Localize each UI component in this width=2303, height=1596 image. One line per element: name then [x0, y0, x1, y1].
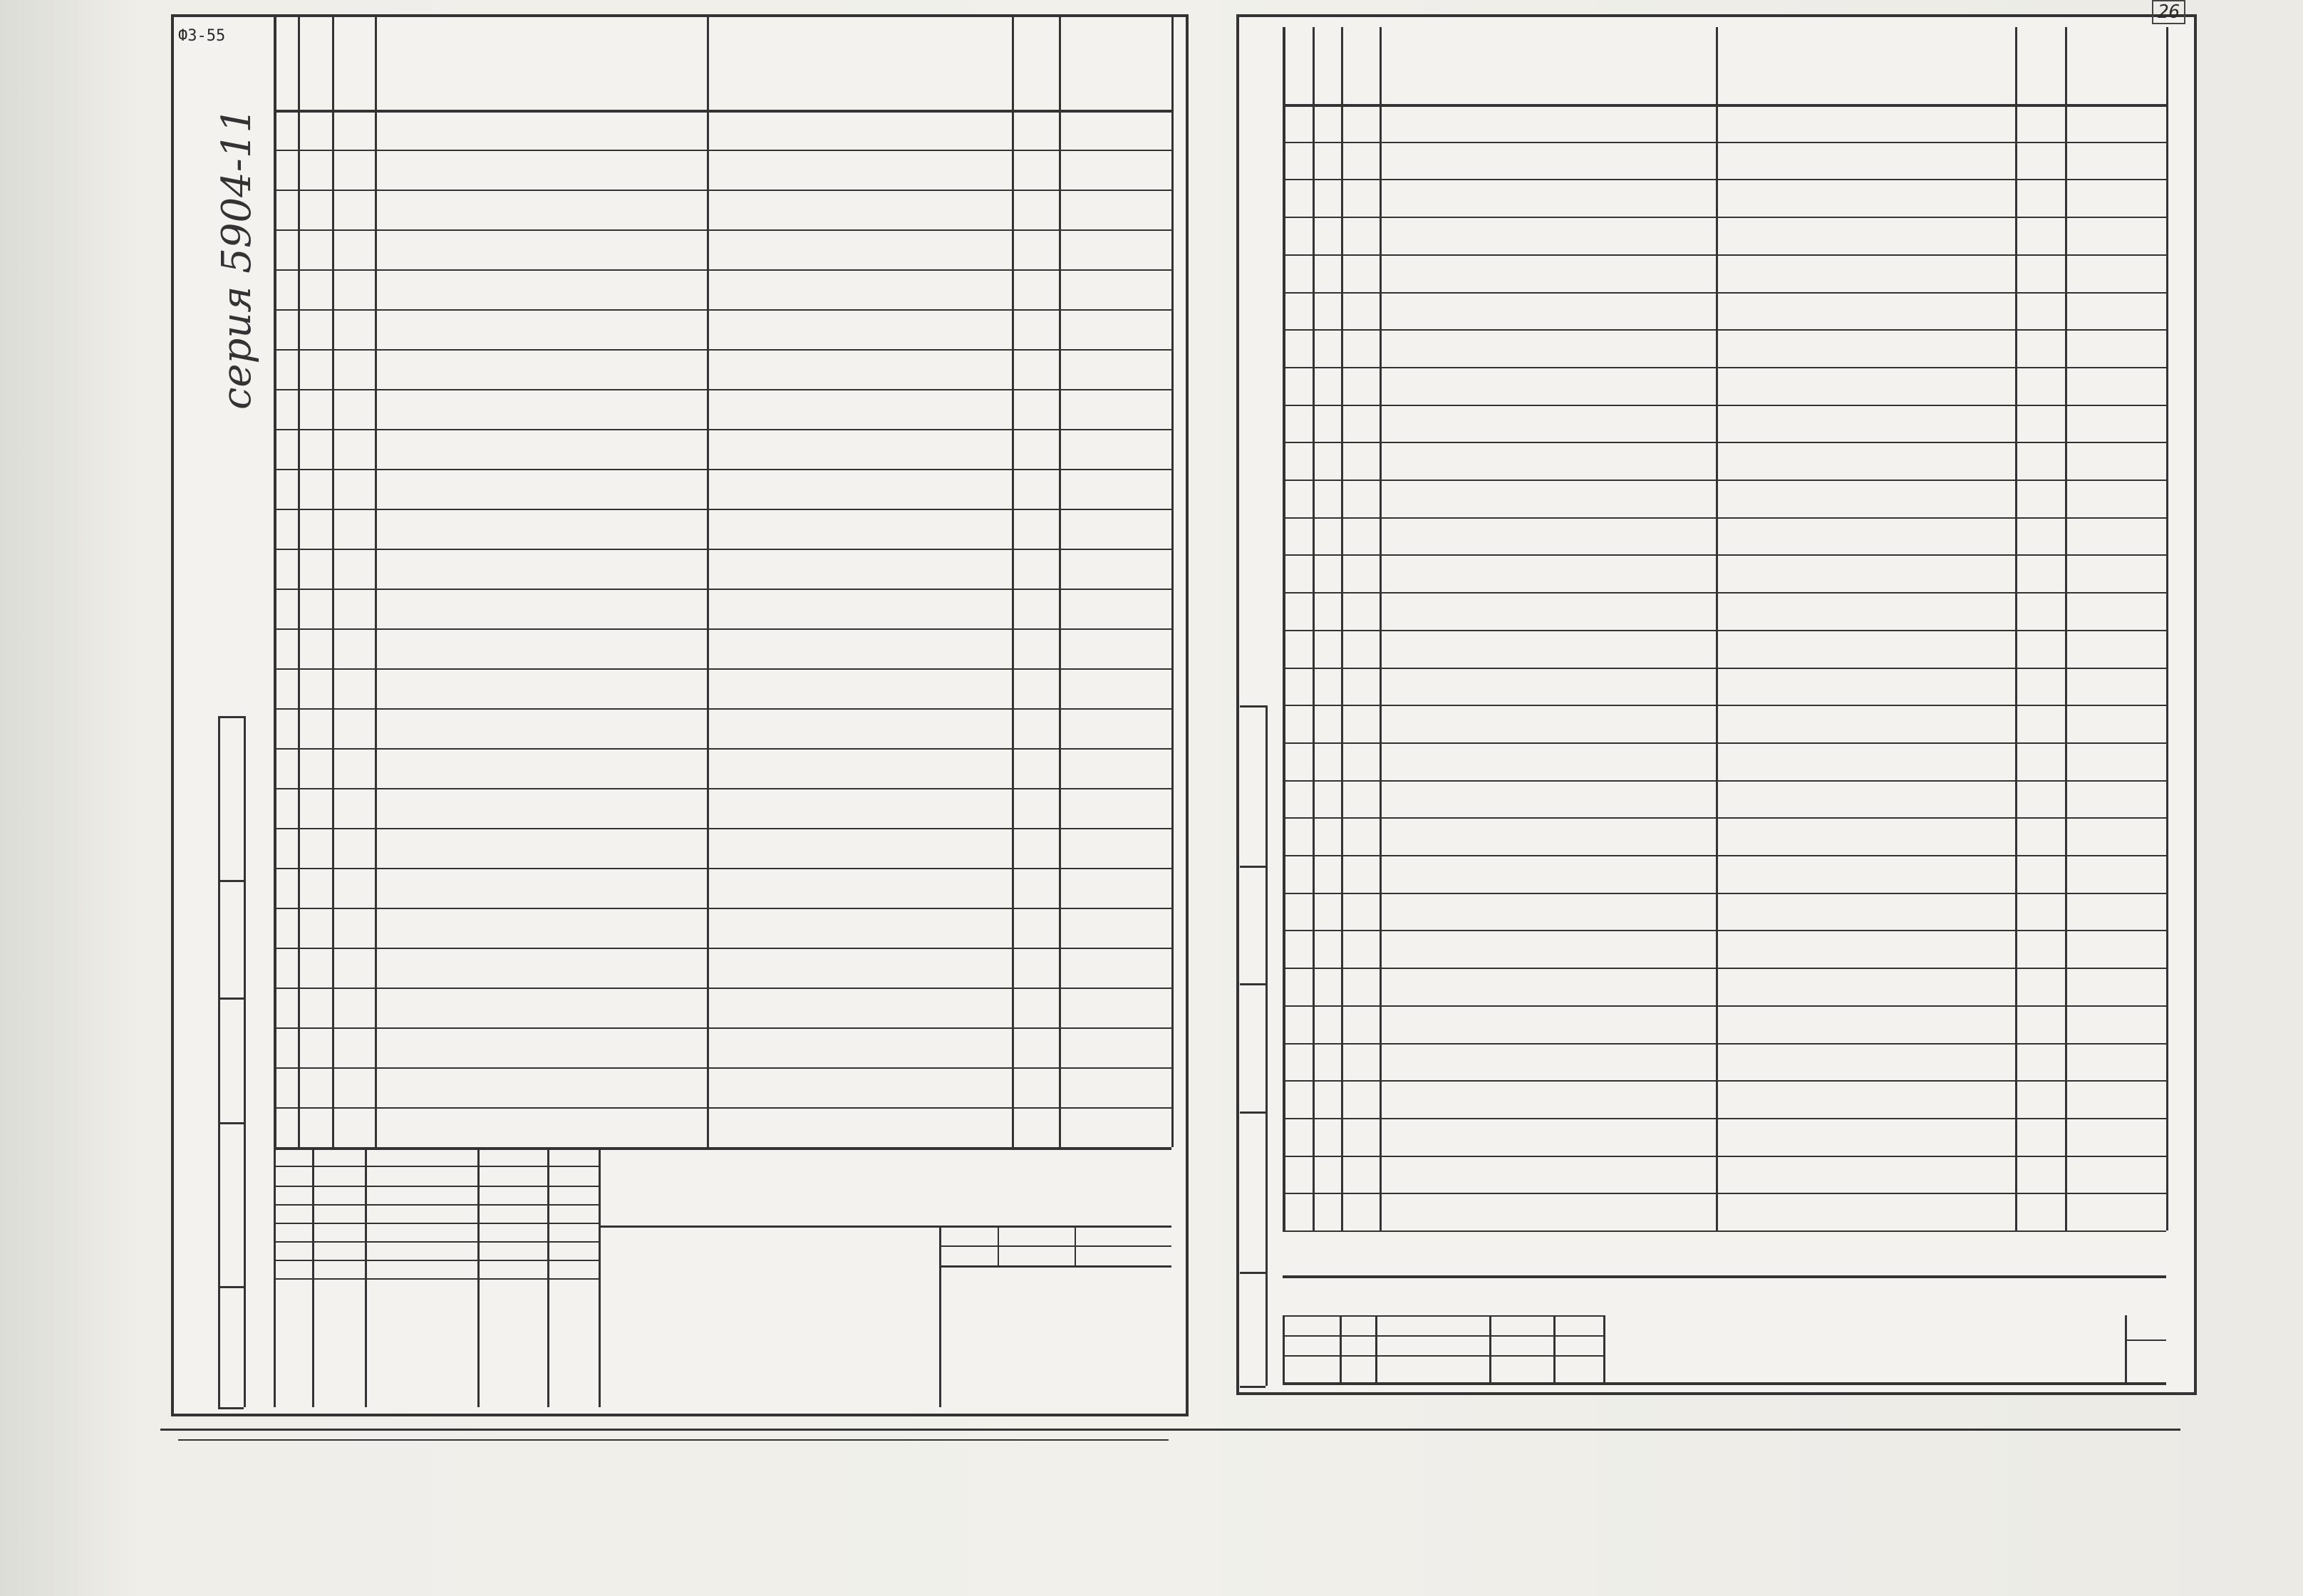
right-side-strip-sep: [1240, 983, 1266, 985]
left-titleblock-col: [599, 1147, 601, 1407]
right-row-line: [1283, 630, 2166, 631]
left-col-line: [298, 17, 300, 1147]
right-col-line: [1380, 27, 1382, 1230]
right-titleblock-col: [2125, 1315, 2127, 1382]
left-row-line: [274, 429, 1171, 430]
left-side-strip-sep: [218, 998, 244, 1000]
left-row-line: [274, 828, 1171, 829]
right-row-line: [1283, 1043, 2166, 1045]
right-titleblock-bottom: [1283, 1382, 2166, 1385]
left-col-line: [1171, 17, 1174, 1147]
series-handwritten: серия 5904-11: [214, 108, 260, 410]
left-row-line: [274, 389, 1171, 390]
left-row-line: [274, 349, 1171, 351]
left-side-strip-line: [218, 716, 220, 1407]
right-titleblock-row: [1283, 1355, 1603, 1357]
left-titleblock-row: [274, 1260, 599, 1261]
left-row-line: [274, 1027, 1171, 1029]
left-titleblock-row: [939, 1245, 1171, 1247]
right-row-line: [1283, 592, 2166, 594]
right-row-line: [1283, 217, 2166, 218]
left-col-line: [707, 17, 709, 1147]
left-row-line: [274, 190, 1171, 191]
left-titleblock-col: [1075, 1226, 1076, 1265]
left-side-strip-sep: [218, 1407, 244, 1409]
left-titleblock-row: [274, 1241, 599, 1243]
right-titleblock-col: [1603, 1315, 1605, 1382]
left-row-line: [274, 668, 1171, 670]
right-row-line: [1283, 179, 2166, 180]
right-side-strip-sep: [1240, 866, 1266, 868]
left-header-line: [274, 110, 1171, 113]
left-titleblock-row: [274, 1278, 599, 1280]
left-row-line: [274, 748, 1171, 750]
left-row-line: [274, 1107, 1171, 1109]
right-titleblock-row: [1283, 1315, 1603, 1317]
left-titleblock-top: [274, 1147, 1171, 1150]
left-row-line: [274, 868, 1171, 869]
scan-edge-line: [160, 1429, 2180, 1431]
left-sheet: [171, 14, 1189, 1416]
left-row-line: [274, 908, 1171, 909]
right-titleblock-col: [1340, 1315, 1342, 1382]
left-side-strip-line: [244, 716, 246, 1407]
left-titleblock-row: [274, 1166, 599, 1167]
left-row-line: [274, 788, 1171, 789]
right-row-line: [1283, 254, 2166, 256]
page-number: 26: [2152, 0, 2185, 24]
right-col-line: [2166, 27, 2168, 1230]
right-row-line: [1283, 668, 2166, 669]
left-side-strip-sep: [218, 1122, 244, 1124]
left-titleblock-row: [274, 1204, 599, 1206]
right-titleblock-col: [1283, 1315, 1285, 1382]
right-side-strip-sep: [1240, 705, 1266, 708]
right-row-line: [1283, 780, 2166, 782]
right-side-strip-sep: [1240, 1112, 1266, 1114]
right-row-line: [1283, 705, 2166, 706]
right-row-line: [1283, 1005, 2166, 1007]
left-side-strip-sep: [218, 1286, 244, 1288]
right-col-line: [2015, 27, 2017, 1230]
left-row-line: [274, 708, 1171, 710]
left-titleblock-row: [274, 1186, 599, 1187]
right-row-line: [1283, 1118, 2166, 1119]
left-titleblock-row: [939, 1265, 1171, 1268]
right-titleblock-col: [1489, 1315, 1491, 1382]
right-side-strip-sep: [1240, 1272, 1266, 1274]
left-col-line: [332, 17, 334, 1147]
left-row-line: [274, 309, 1171, 311]
right-col-line: [1716, 27, 1718, 1230]
left-row-line: [274, 150, 1171, 151]
right-row-line: [1283, 405, 2166, 406]
left-row-line: [274, 469, 1171, 470]
right-row-line: [1283, 517, 2166, 519]
right-row-line: [1283, 329, 2166, 331]
left-col-line: [1012, 17, 1014, 1147]
right-row-line: [1283, 142, 2166, 143]
right-titleblock-row: [1283, 1335, 1603, 1337]
right-row-line: [1283, 1230, 2166, 1232]
left-titleblock-mid: [599, 1226, 1171, 1228]
left-col-line: [274, 17, 276, 1147]
left-col-line: [1059, 17, 1061, 1147]
right-row-line: [1283, 1080, 2166, 1082]
right-row-line: [1283, 1193, 2166, 1194]
right-col-line: [1313, 27, 1315, 1230]
left-row-line: [274, 628, 1171, 630]
right-row-line: [1283, 817, 2166, 819]
right-row-line: [1283, 442, 2166, 443]
left-row-line: [274, 549, 1171, 550]
right-titleblock-col: [1553, 1315, 1556, 1382]
form-code: ФЗ-55: [178, 27, 226, 45]
right-side-strip-line: [1266, 705, 1268, 1386]
right-row-line: [1283, 367, 2166, 368]
right-row-line: [1283, 893, 2166, 894]
right-row-line: [1283, 1156, 2166, 1157]
right-header-line: [1283, 104, 2166, 107]
left-row-line: [274, 1067, 1171, 1069]
right-col-line: [2065, 27, 2067, 1230]
right-titleblock-col: [1375, 1315, 1377, 1382]
right-col-line: [1341, 27, 1343, 1230]
right-row-line: [1283, 554, 2166, 556]
right-row-line: [1283, 930, 2166, 931]
left-titleblock-col: [939, 1226, 941, 1407]
left-row-line: [274, 948, 1171, 949]
right-titleblock-row: [2125, 1340, 2166, 1341]
right-col-line: [1283, 27, 1285, 1230]
left-row-line: [274, 229, 1171, 231]
right-titleblock-top: [1283, 1275, 2166, 1278]
left-row-line: [274, 988, 1171, 989]
right-side-strip-sep: [1240, 1386, 1266, 1388]
right-row-line: [1283, 292, 2166, 294]
right-row-line: [1283, 742, 2166, 744]
right-row-line: [1283, 968, 2166, 969]
right-row-line: [1283, 855, 2166, 856]
left-row-line: [274, 509, 1171, 510]
left-row-line: [274, 589, 1171, 590]
left-side-strip-sep: [218, 716, 244, 718]
left-side-strip-sep: [218, 880, 244, 882]
left-col-line: [375, 17, 377, 1147]
scan-edge-line: [178, 1439, 1169, 1441]
left-titleblock-col: [998, 1226, 999, 1265]
left-row-line: [274, 269, 1171, 271]
right-row-line: [1283, 480, 2166, 481]
left-titleblock-row: [274, 1223, 599, 1224]
